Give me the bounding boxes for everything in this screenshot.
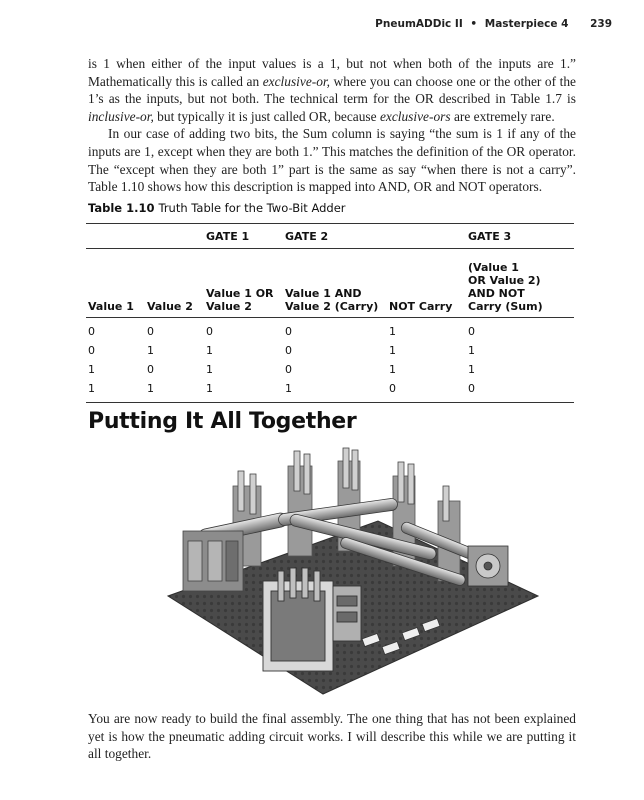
running-header bbox=[375, 18, 612, 30]
column-header-sum: (Value 1 OR Value 2) AND NOT Carry (Sum) bbox=[466, 249, 574, 318]
p1-text-b: where you can choose one or the other of the 1’s as the inputs, but not both. The technical term for the OR described in Table 1.7 is bbox=[88, 73, 576, 107]
paragraph-2: In our case of adding two bits, the Sum column is saying “the sum is 1 if any of the inputs are 1, except when they are both 1.” This matches the definition of the OR operator. The “except when they are both 1” part is the same as say “when there is not a carry”. Table 1.10 shows how this description is mapped into AND, OR and NOT operators. bbox=[88, 126, 576, 195]
chapter-title: Masterpiece 4 bbox=[484, 18, 569, 30]
table-caption-text: Truth Table for the Two-Bit Adder bbox=[158, 201, 346, 215]
table-row bbox=[86, 360, 574, 379]
table-caption bbox=[88, 201, 346, 215]
table-cell: 1 bbox=[86, 379, 145, 403]
table-cell: 1 bbox=[206, 363, 213, 376]
section-heading: Putting It All Together bbox=[88, 409, 357, 434]
column-header-value-2: Value 2 bbox=[145, 249, 204, 318]
table-row bbox=[86, 318, 574, 342]
table-cell: 1 bbox=[206, 344, 213, 357]
table-cell: 0 bbox=[387, 379, 466, 403]
table-cell: 0 bbox=[147, 363, 154, 376]
column-header-value-1: Value 1 bbox=[86, 249, 145, 318]
table-cell: 1 bbox=[468, 344, 475, 357]
table-cell: 1 bbox=[204, 379, 283, 403]
p1-text-d: are extremely rare. bbox=[450, 108, 555, 124]
table-cell: 0 bbox=[468, 325, 475, 338]
p1-text-a: is 1 when either of the input values is a 1, but not when both of the inputs are 1.” Mathematically this is called an bbox=[88, 56, 576, 89]
gate-header-cell: GATE 2 bbox=[283, 224, 387, 249]
table-cell: 1 bbox=[389, 344, 396, 357]
header-bullet: • bbox=[470, 18, 478, 30]
table-cell: 1 bbox=[88, 363, 95, 376]
column-header-and: Value 1 AND Value 2 (Carry) bbox=[283, 249, 387, 318]
table-cell: 0 bbox=[147, 325, 154, 338]
paragraph-1 bbox=[88, 55, 576, 125]
running-title: PneumADDic II bbox=[375, 18, 463, 30]
p1-emphasis-inclusive-or: inclusive-or, bbox=[88, 108, 154, 124]
gate-header-cell: GATE 1 bbox=[204, 224, 283, 249]
table-row bbox=[86, 341, 574, 360]
table-cell: 0 bbox=[285, 363, 292, 376]
gate-header-row bbox=[86, 224, 574, 249]
table-cell: 0 bbox=[285, 344, 292, 357]
gate-header-cell bbox=[86, 224, 145, 249]
table-cell: 0 bbox=[206, 325, 213, 338]
table-cell: 1 bbox=[147, 344, 154, 357]
column-header-not: NOT Carry bbox=[387, 249, 466, 318]
p1-text-c: but typically it is just called OR, because bbox=[153, 108, 380, 124]
table-cell: 1 bbox=[145, 379, 204, 403]
column-header-or: Value 1 OR Value 2 bbox=[204, 249, 283, 318]
table-cell: 0 bbox=[285, 325, 292, 338]
table-cell: 0 bbox=[88, 344, 95, 357]
table-cell: 1 bbox=[389, 325, 396, 338]
table-cell: 0 bbox=[88, 325, 95, 338]
table-row bbox=[86, 379, 574, 403]
table-cell: 0 bbox=[466, 379, 574, 403]
p1-emphasis-exclusive-or: exclusive-or, bbox=[262, 73, 330, 89]
gate-header-cell bbox=[387, 224, 466, 249]
table-caption-label: Table 1.10 bbox=[88, 201, 155, 215]
gate-header-cell: GATE 3 bbox=[466, 224, 574, 249]
table-cell: 1 bbox=[468, 363, 475, 376]
gate-header-cell bbox=[145, 224, 204, 249]
table-cell: 1 bbox=[389, 363, 396, 376]
intro-text bbox=[88, 55, 576, 196]
outro-text: You are now ready to build the final assembly. The one thing that has not been explained yet is how the pneumatic adding circuit works. I will describe this while we are putting it all together. bbox=[88, 711, 576, 762]
lego-adder-photo bbox=[138, 446, 558, 696]
truth-table bbox=[86, 223, 574, 403]
p1-emphasis-exclusive-ors: exclusive-ors bbox=[379, 108, 451, 124]
column-header-row bbox=[86, 249, 574, 318]
table-cell: 1 bbox=[283, 379, 387, 403]
page-number: 239 bbox=[590, 18, 612, 30]
